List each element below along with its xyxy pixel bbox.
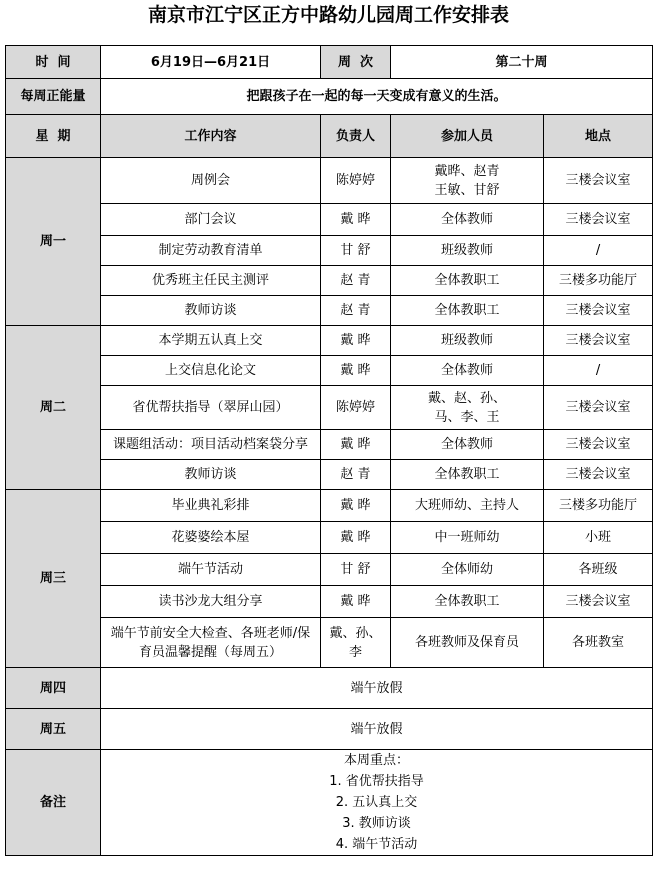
task-participants (391, 356, 544, 386)
task-owner: 戴 晔 (321, 356, 391, 386)
task-row (6, 266, 653, 296)
participant-line: 各班教师及保育员 (414, 635, 519, 650)
task-owner: 戴 晔 (321, 490, 391, 522)
participant-line: 全体教职工 (434, 273, 500, 288)
task-owner: 赵 青 (321, 266, 391, 296)
task-owner: 戴、孙、李 (321, 618, 391, 668)
task-content: 读书沙龙大组分享 (101, 586, 321, 618)
task-participants (391, 204, 544, 236)
participant-line: 全体教职工 (434, 467, 500, 482)
task-owner: 戴 晔 (321, 326, 391, 356)
task-row (6, 326, 653, 356)
task-location: 三楼会议室 (544, 386, 653, 430)
task-participants (391, 554, 544, 586)
task-row (6, 618, 653, 668)
task-location: 三楼会议室 (544, 296, 653, 326)
task-participants (391, 586, 544, 618)
col-owner: 负责人 (321, 115, 391, 158)
participant-line: 马、李、王 (434, 409, 500, 425)
holiday-text: 端午放假 (101, 709, 653, 750)
task-row (6, 356, 653, 386)
date-range: 6月19日—6月21日 (101, 46, 321, 79)
week-value: 第二十周 (391, 46, 653, 79)
participant-line: 班级教师 (440, 243, 493, 258)
notes-item: 3. 教师访谈 (342, 816, 411, 831)
participant-line: 戴晔、赵青 (434, 163, 500, 179)
task-content: 本学期五认真上交 (101, 326, 321, 356)
task-owner: 戴 晔 (321, 430, 391, 460)
participant-line: 全体教职工 (434, 303, 500, 318)
task-location: 三楼会议室 (544, 204, 653, 236)
col-content: 工作内容 (101, 115, 321, 158)
participant-line: 大班师幼、主持人 (414, 498, 519, 513)
task-participants (391, 386, 544, 430)
task-row (6, 586, 653, 618)
task-owner: 甘 舒 (321, 236, 391, 266)
motto-label: 每周正能量 (6, 79, 101, 115)
task-content: 周例会 (101, 158, 321, 204)
participant-line: 中一班师幼 (434, 530, 500, 545)
notes-row (6, 750, 653, 856)
day-cell: 周一 (6, 158, 101, 326)
task-participants (391, 236, 544, 266)
notes-item: 1. 省优帮扶指导 (329, 774, 424, 789)
header-row (6, 46, 653, 79)
col-day: 星 期 (6, 115, 101, 158)
task-owner: 甘 舒 (321, 554, 391, 586)
task-content: 上交信息化论文 (101, 356, 321, 386)
task-content: 教师访谈 (101, 460, 321, 490)
task-row (6, 386, 653, 430)
task-content: 课题组活动：项目活动档案袋分享 (101, 430, 321, 460)
task-participants (391, 296, 544, 326)
task-location: 三楼多功能厅 (544, 266, 653, 296)
notes-label: 备注 (6, 750, 101, 856)
task-location: 三楼会议室 (544, 460, 653, 490)
task-content: 端午节活动 (101, 554, 321, 586)
participant-line: 王敏、甘舒 (434, 182, 500, 198)
task-participants (391, 158, 544, 204)
task-row (6, 430, 653, 460)
task-owner: 赵 青 (321, 460, 391, 490)
page-title: 南京市江宁区正方中路幼儿园周工作安排表 (147, 4, 509, 26)
task-row (6, 522, 653, 554)
task-location: 小班 (544, 522, 653, 554)
friday-row (6, 709, 653, 750)
task-location: / (544, 236, 653, 266)
task-content: 教师访谈 (101, 296, 321, 326)
notes-content (101, 750, 653, 856)
task-participants (391, 460, 544, 490)
participant-line: 班级教师 (440, 333, 493, 348)
task-content: 毕业典礼彩排 (101, 490, 321, 522)
task-row (6, 490, 653, 522)
task-content: 制定劳动教育清单 (101, 236, 321, 266)
col-location: 地点 (544, 115, 653, 158)
task-location: / (544, 356, 653, 386)
notes-item: 2. 五认真上交 (335, 795, 418, 810)
task-owner: 陈婷婷 (321, 386, 391, 430)
task-location: 各班级 (544, 554, 653, 586)
task-content: 端午节前安全大检查、各班老师/保育员温馨提醒（每周五） (101, 618, 321, 668)
holiday-text: 端午放假 (101, 668, 653, 709)
participant-line: 全体教师 (440, 363, 493, 378)
task-location: 三楼多功能厅 (544, 490, 653, 522)
day-cell: 周二 (6, 326, 101, 490)
participant-line: 全体教师 (440, 212, 493, 227)
day-cell: 周三 (6, 490, 101, 668)
schedule-table (5, 45, 653, 856)
task-content: 省优帮扶指导（翠屏山园） (101, 386, 321, 430)
task-participants (391, 430, 544, 460)
task-location: 三楼会议室 (544, 586, 653, 618)
task-participants (391, 618, 544, 668)
participant-line: 戴、赵、孙、 (427, 390, 506, 406)
task-row (6, 204, 653, 236)
task-owner: 戴 晔 (321, 204, 391, 236)
task-participants (391, 266, 544, 296)
task-owner: 戴 晔 (321, 522, 391, 554)
col-participants: 参加人员 (391, 115, 544, 158)
participant-line: 全体师幼 (440, 562, 493, 577)
task-owner: 赵 青 (321, 296, 391, 326)
day-cell: 周四 (6, 668, 101, 709)
task-row (6, 554, 653, 586)
task-row (6, 236, 653, 266)
task-location: 三楼会议室 (544, 326, 653, 356)
task-location: 三楼会议室 (544, 430, 653, 460)
task-content: 优秀班主任民主测评 (101, 266, 321, 296)
column-header-row (6, 115, 653, 158)
task-participants (391, 490, 544, 522)
task-row (6, 460, 653, 490)
participant-line: 全体教师 (440, 437, 493, 452)
day-cell: 周五 (6, 709, 101, 750)
thursday-row (6, 668, 653, 709)
week-label: 周 次 (321, 46, 391, 79)
task-participants (391, 326, 544, 356)
task-location: 各班教室 (544, 618, 653, 668)
motto-row (6, 79, 653, 115)
notes-item: 4. 端午节活动 (335, 837, 418, 852)
time-label: 时 间 (6, 46, 101, 79)
motto-text: 把跟孩子在一起的每一天变成有意义的生活。 (101, 79, 653, 115)
notes-heading: 本周重点： (344, 753, 410, 768)
task-row (6, 296, 653, 326)
task-location: 三楼会议室 (544, 158, 653, 204)
task-content: 部门会议 (101, 204, 321, 236)
task-row (6, 158, 653, 204)
task-participants (391, 522, 544, 554)
task-owner: 陈婷婷 (321, 158, 391, 204)
task-content: 花婆婆绘本屋 (101, 522, 321, 554)
task-owner: 戴 晔 (321, 586, 391, 618)
participant-line: 全体教职工 (434, 594, 500, 609)
